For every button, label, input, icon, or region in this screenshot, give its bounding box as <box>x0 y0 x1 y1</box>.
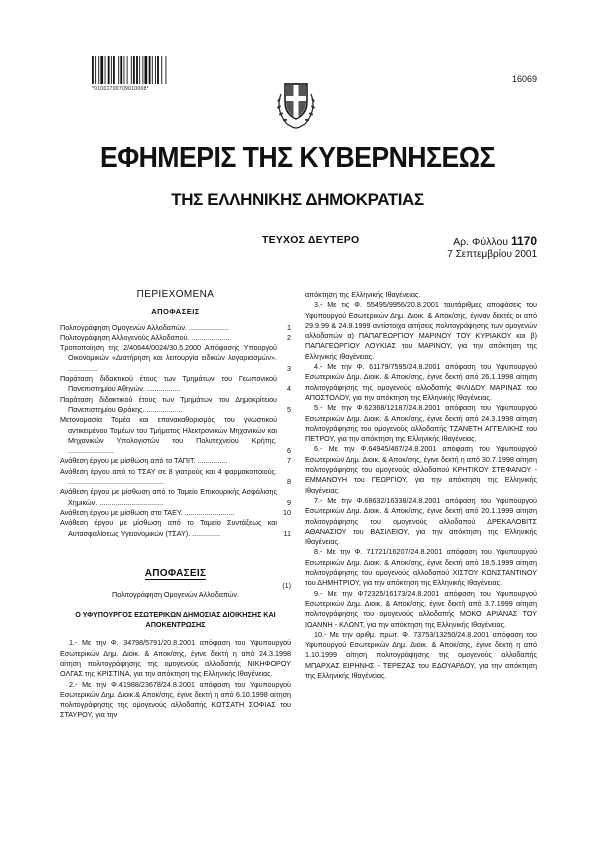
decision-paragraph: 1.- Με την Φ. 34798/5791/20.8.2001 απόφαση του Υφυπουργού Εσωτερικών Δημ. Διοικ. & Αποκ/σης, έγινε δεκτή η από 24.3.1998 αίτηση πολιτογράφησης της ομογενούς αλλοδαπής ΝΙΚΗΦΟΡΟΥ ΟΛΓΑΣ της ΚΡΙΣΤΙΝΑ, για την απόκτηση της Ελληνικής Ιθαγένειας. <box>60 638 291 679</box>
toc-item-text: Παράταση διδακτικού έτους των Τμημάτων του Δημοκρίτειου Πανεπιστημίου Θράκης. .................. <box>60 394 277 414</box>
toc-heading: ΠΕΡΙΕΧΟΜΕΝΑ <box>136 289 215 300</box>
decision-paragraph: 3.- Με τις Φ. 55495/9956/20.8.2001 ταυτάριθμες αποφάσεις του Υφυπουργού Εσωτερικών Δημ. Διοικ. & Αποκ/σης, έγιναν δεκτές οι από 29.9.99 & 24.9.1999 αντίστοιχα αιτήσεις πολιτογράφησης των ομογενών αλλοδαπών α) ΠΑΠΑΓΕΩΡΓΙΟΥ ΜΑΡΙΝΟΥ ΤΟΥ ΚΥΡΙΑΚΟΥ και β) ΠΑΠΑΓΕΩΡΓΙΟΥ ΛΟΥΚΙΑΣ του ΜΑΡΙΝΟΥ, για την απόκτηση της Ελληνικής Ιθαγένειας. <box>305 300 537 361</box>
toc-item <box>60 415 291 456</box>
decision-paragraph: απόκτηση της Ελληνικής Ιθαγένειας. <box>305 290 421 299</box>
toc-item-text: Παράταση διδακτικού έτους των Τμημάτων του Γεωπονικού Πανεπιστημίου Αθηνών. ................. <box>60 374 277 394</box>
decision-paragraph: 4.- Με την Φ. 61179/7595/24.8.2001 απόφαση του Υφυπουργού Εσωτερικών Δημ. Διοικ. & Αποκ/σης, έγινε δεκτή από 26.1.1998 αίτηση πολιτογράφησης της ομογενούς αλλοδαπής ΦΙΛΙΔΟΥ ΜΑΡΙΝΑΣ του ΑΠΟΣΤΟΛΟΥ, για την απόκτηση της Ελληνικής Ιθαγένειας. <box>305 362 537 402</box>
toc-item-text: Μετονομασία Τομέα και επανακαθορισμός του γνωστικού αντικειμένου Τομέων του Τμήματος Ηλεκτρονικών Μηχανικών και Μηχανικών Υπολογιστών του Πολυτεχνείου Κρήτης. ....................... <box>60 415 277 456</box>
decision-number: (1) <box>282 581 291 591</box>
toc-item-page: 8 <box>287 477 291 487</box>
decision-title: Πολιτογράφηση Ομογενών Αλλοδαπών. <box>112 590 239 600</box>
toc-item-text: Ανάθεση έργου από το ΤΣΑΥ σε 8 γιατρούς και 4 φαρμακοποιούς. ................................................ <box>60 466 277 487</box>
toc-item-page: 7 <box>287 456 291 466</box>
decision-paragraph: 8.- Με την Φ. 71721/16207/24.8.2001 απόφαση του Υφυπουργού Εσωτερικών Δημ. Διοικ. & Αποκ/σης, έγινε δεκτή από 18.5.1999 αίτηση πολιτογράφησης του ομογενούς αλλοδαπού ΧΙΣΤΟΥ ΚΩΝΣΤΑΝΤΙΝΟΥ του ΔΗΜΗΤΡΙΟΥ, για την απόκτηση της Ελληνικής Ιθαγένειας. <box>305 547 537 588</box>
barcode <box>92 56 192 84</box>
toc-item-page: 1 <box>287 322 291 332</box>
toc-item-page: 11 <box>283 528 291 538</box>
toc-item <box>60 323 291 333</box>
toc-item <box>60 518 291 539</box>
toc-item <box>60 487 291 508</box>
decision-paragraph: 9.- Με την Φ72325/16173/24.8.2001 απόφαση του Υφυπουργού Εσωτερικών Δημ. Διοικ. & Αποκ/σης, έγινε δεκτή από 3.7.1999 αίτηση πολιτογράφησης του ομογενούς αλλοδαπής ΜΟΚΟ ΑΡΙΑΝΑΣ ΤΟΥ ΙΩΑΝΝΗ - ΚΛΩΝΤ, για την απόκτηση της Ελληνικής Ιθαγένειας. <box>305 588 537 629</box>
toc-item-text: Πολιτογράφηση Αλλογενούς Αλλοδαπού. ................... <box>60 332 230 342</box>
toc-item-page: 6 <box>287 446 291 456</box>
right-paragraphs <box>305 290 537 681</box>
issue-series: ΤΕΥΧΟΣ ΔΕΥΤΕΡΟ <box>262 234 360 246</box>
decision-paragraph: 2.- Με την Φ.41988/23678/24.8.2001 απόφαση του Υφυπουργού Εσωτερικών Δημ. Διοικ.& Αποκ/σης, έγινε δεκτή η από 6.10.1998 αίτηση πολιτογράφησης της ομογενούς αλλοδαπής ΚΩΤΣΑΤΗ ΣΟΦΙΑΣ του ΣΤΑΥΡΟΥ, για την <box>60 679 291 720</box>
toc-item-text: Ανάθεση έργου με μίσθωση από το Ταμείο Συντάξεως και Αυτασφαλίσεως Υγειονομικών (ΤΣΑΥ). .............. <box>60 518 277 538</box>
toc-item-text: Τροποποίηση της 2/40644/0024/30.5.2000 Απόφασης Υπουργού Οικονομικών «Διατήρηση και λειτουργία ειδικών λογαριασμών». ............... <box>60 343 277 373</box>
toc-item <box>60 508 291 518</box>
toc-item <box>60 456 291 466</box>
sheet-label: Αρ. Φύλλου <box>453 236 509 248</box>
toc-item-page: 5 <box>287 404 291 414</box>
left-paragraphs <box>60 638 291 720</box>
toc-item <box>60 467 291 488</box>
toc-item-text: Πολιτογράφηση Ομογενών Αλλοδαπών. .................... <box>60 322 229 332</box>
gazette-title: ΕΦΗΜΕΡΙΣ ΤΗΣ ΚΥΒΕΡΝΗΣΕΩΣ <box>99 142 496 174</box>
decision-paragraph: 10.- Με την αριθμ. πρωτ. Φ. 73753/13250/24.8.2001 απόφαση του Υφυπουργού Εσωτερικών Δημ. Διοικ. & Αποκ/σης, έγινε δεκτή η από 1.10.1999 αίτηση πολιτογράφησης της ομογενούς αλλοδαπής ΜΠΑΡΧΑΣ ΕΙΡΗΝΗΣ - ΤΕΡΕΖΑΣ του ΕΔΟΥΑΡΔΟΥ, για την απόκτηση της Ελληνικής Ιθαγένειας. <box>305 629 537 680</box>
coat-of-arms-emblem <box>271 72 321 130</box>
decision-paragraph: 5.- Με την Φ.62368/12187/24.8.2001 απόφαση του Υφυπουργού Εσωτερικών Δημ. Διοικ. & Αποκ/σης, έγινε δεκτή από 24.3.1998 αίτηση πολιτογράφησης του ομογενούς αλλοδαπής ΤΖΑΝΕΤΗ ΑΓΓΕΛΙΚΗΣ του ΠΕΤΡΟΥ, για την απόκτηση της Ελληνικής Ιθαγένειας. <box>305 403 537 444</box>
right-column <box>305 290 537 681</box>
toc-subheading: ΑΠΟΦΑΣΕΙΣ <box>151 307 200 317</box>
toc-list <box>60 323 291 539</box>
toc-item-page: 10 <box>283 507 291 517</box>
decision-paragraph: 7.- Με την Φ.68632/16338/24.8.2001 απόφαση του Υφυπουργού Εσωτερικών Δημ. Διοικ. & Αποκ/σης, έγινε δεκτή από 20.1.1999 αίτηση πολιτογράφησης του ομογενούς αλλοδαπού ΔΡΕΚΑΛΟΒΙΤΣ ΑΘΑΝΑΣΙΟΥ του ΒΑΣΙΛΕΙΟΥ, για την απόκτηση της Ελληνικής Ιθαγένειας. <box>305 495 537 547</box>
issuing-authority: Ο ΥΦΥΠΟΥΡΓΟΣ ΕΣΩΤΕΡΙΚΩΝ ΔΗΜΟΣΙΑΣ ΔΙΟΙΚΗΣΗΣ ΚΑΙ ΑΠΟΚΕΝΤΡΩΣΗΣ <box>75 609 276 630</box>
toc-item <box>60 395 291 416</box>
toc-item-page: 3 <box>287 363 291 373</box>
sheet-number-value: 1170 <box>510 234 537 248</box>
toc-item-text: Ανάθεση έργου με μίσθωση από το ΤΑΠΙΤ. ............... <box>60 456 228 466</box>
barcode-number: *01001700709010008* <box>92 86 149 92</box>
sheet-number <box>453 234 537 248</box>
toc-item-text: Ανάθεση έργου με μίσθωση στο ΤΑΕΥ. ......................... <box>60 507 235 517</box>
left-column <box>60 290 291 721</box>
toc-item-page: 4 <box>287 384 291 394</box>
toc-item <box>60 343 291 374</box>
toc-item <box>60 333 291 343</box>
section-title: ΑΠΟΦΑΣΕΙΣ <box>144 567 207 579</box>
toc-item-page: 2 <box>287 332 291 342</box>
toc-item-text: Ανάθεση έργου με μίσθωση από το Ταμείο Επικουρικής Ασφάλισης Χημικών. ................................ <box>60 487 277 507</box>
toc-item-page: 9 <box>287 497 291 507</box>
gazette-subtitle: ΤΗΣ ΕΛΛΗΝΙΚΗΣ ΔΗΜΟΚΡΑΤΙΑΣ <box>171 190 424 209</box>
decision-paragraph: 6.- Με την Φ.64945/467/24.8.2001 απόφαση του Υφυπουργού Εσωτερικών Δημ. Διοικ. & Αποκ/σης, έγινε δεκτή η από 30.7.1998 αίτηση πολιτογράφησης του ομογενούς αλλοδαπού ΚΡΗΤΙΚΟΥ ΣΤΕΦΑΝΟΥ - ΕΜΜΑΝΟΥΗ του ΓΕΩΡΓΙΟΥ, για την απόκτηση της Ελληνικής Ιθαγένειας. <box>305 444 537 495</box>
toc-item <box>60 374 291 395</box>
page-number: 16069 <box>511 74 537 84</box>
issue-date: 7 Σεπτεμβρίου 2001 <box>447 249 537 260</box>
